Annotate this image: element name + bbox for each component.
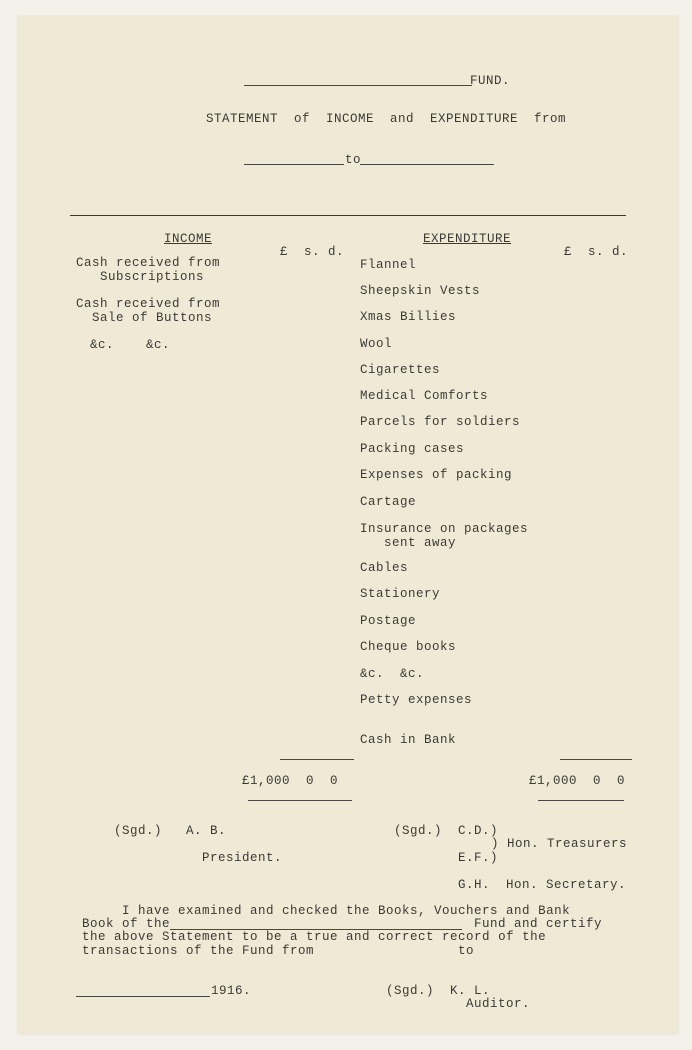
expenditure-item: Cash in Bank (360, 733, 457, 747)
auditor-statement-line: to (458, 944, 475, 958)
income-currency-header: £ s. d. (280, 245, 345, 259)
date-to-blank (360, 164, 494, 165)
date-from-blank (244, 164, 344, 165)
president-label: President. (202, 851, 283, 865)
document-sheet (18, 16, 678, 1034)
secretary-line: G.H. Hon. Secretary. (458, 878, 627, 892)
income-heading: INCOME (164, 232, 213, 246)
sgd-president: (Sgd.) (114, 824, 163, 838)
expenditure-total: £1,000 0 0 (529, 774, 626, 788)
expenditure-item: Petty expenses (360, 693, 473, 707)
expenditure-heading: EXPENDITURE (423, 232, 512, 246)
fund-suffix: FUND. (470, 74, 511, 88)
income-item: Cash received from Sale of Buttons (76, 297, 221, 325)
expenditure-item: Insurance on packages sent away (360, 522, 529, 550)
auditor-statement-line: the above Statement to be a true and correct record of the (82, 930, 547, 944)
expenditure-item: Packing cases (360, 442, 465, 456)
treasurers-label: ) Hon. Treasurers (491, 837, 628, 851)
sgd-auditor: (Sgd.) (386, 984, 435, 998)
expenditure-item: Xmas Billies (360, 310, 457, 324)
auditor-statement-line: I have examined and checked the Books, Vouchers and Bank (122, 904, 571, 918)
expenditure-item: Wool (360, 337, 393, 351)
auditor-statement-line: Fund and certify (474, 917, 603, 931)
footer-year: 1916. (211, 984, 252, 998)
expenditure-item: &c. &c. (360, 667, 425, 681)
auditor-label: Auditor. (466, 997, 531, 1011)
auditor-initials: K. L. (450, 984, 491, 998)
treasurer-cd: C.D.) (458, 824, 499, 838)
statement-title: STATEMENT of INCOME and EXPENDITURE from (206, 112, 567, 126)
expenditure-total-rule-bottom (538, 800, 624, 801)
date-blank-footer (76, 996, 210, 997)
expenditure-item: Stationery (360, 587, 441, 601)
to-label: to (345, 153, 362, 167)
expenditure-total-rule-top (560, 759, 632, 760)
treasurer-ef: E.F.) (458, 851, 499, 865)
income-total-rule-top (280, 759, 354, 760)
expenditure-item: Cigarettes (360, 363, 441, 377)
income-item: &c. &c. (90, 338, 171, 352)
expenditure-item: Parcels for soldiers (360, 415, 521, 429)
expenditure-item: Sheepskin Vests (360, 284, 481, 298)
auditor-statement-line: Book of the (82, 917, 171, 931)
expenditure-item: Medical Comforts (360, 389, 489, 403)
president-initials: A. B. (186, 824, 227, 838)
expenditure-item: Cheque books (360, 640, 457, 654)
income-total: £1,000 0 0 (242, 774, 339, 788)
expenditure-item: Flannel (360, 258, 417, 272)
expenditure-item: Cartage (360, 495, 417, 509)
expenditure-item: Postage (360, 614, 417, 628)
fund-name-blank (244, 85, 472, 86)
auditor-statement-line: transactions of the Fund from (82, 944, 315, 958)
sgd-treasurers: (Sgd.) (394, 824, 443, 838)
header-rule (70, 215, 626, 216)
income-item: Cash received from Subscriptions (76, 256, 221, 284)
income-total-rule-bottom (248, 800, 352, 801)
expenditure-item: Cables (360, 561, 409, 575)
expenditure-item: Expenses of packing (360, 468, 513, 482)
expenditure-currency-header: £ s. d. (564, 245, 629, 259)
